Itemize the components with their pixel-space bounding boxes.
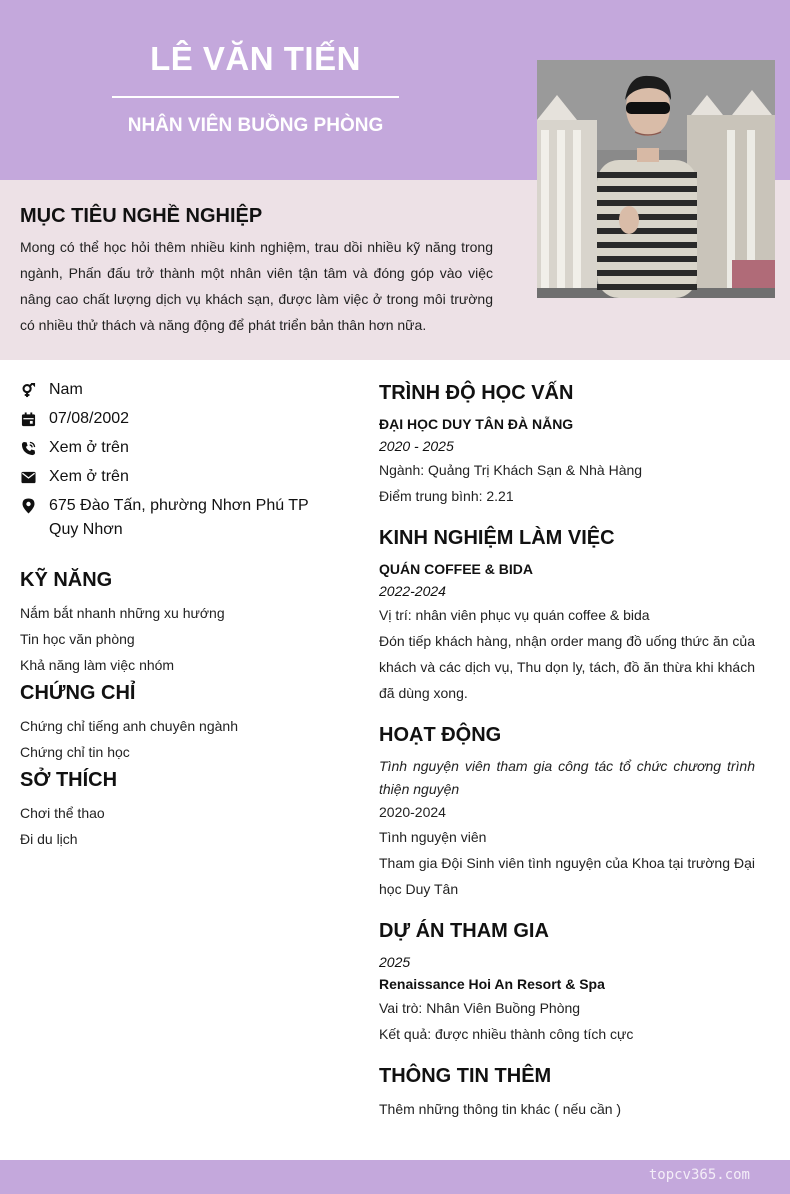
footer-brand: topcv365.com: [648, 1167, 750, 1183]
list-item: Chơi thể thao: [20, 805, 105, 821]
mail-icon: [20, 465, 36, 489]
candidate-name: LÊ VĂN TIẾN: [150, 40, 361, 77]
contact-gender: [20, 378, 340, 402]
right-column: [379, 382, 755, 1140]
experience-description: Đón tiếp khách hàng, nhận order mang đồ uống thức ăn của khách và các dịch vụ, Thu dọn ly, tách, đồ ăn thừa khi khách đã dùng xong.: [379, 633, 755, 701]
hobbies-list: [20, 800, 340, 852]
activities-section: [379, 724, 755, 902]
certificates-title: CHỨNG CHỈ: [20, 682, 136, 704]
left-column: [20, 563, 340, 852]
address-value: 675 Đào Tấn, phường Nhơn Phú TP Quy Nhơn: [49, 497, 309, 538]
contact-info: [20, 378, 340, 547]
education-title: TRÌNH ĐỘ HỌC VẤN: [379, 382, 574, 404]
education-section: [379, 382, 755, 509]
project-role: Vai trò: Nhân Viên Buồng Phòng: [379, 1000, 581, 1016]
gender-icon: [20, 378, 36, 402]
profile-photo: [537, 60, 775, 298]
school-name: ĐẠI HỌC DUY TÂN ĐÀ NẴNG: [379, 416, 574, 432]
list-item: Chứng chỉ tiếng anh chuyên ngành: [20, 718, 238, 734]
additional-section: [379, 1065, 755, 1122]
profile-photo-graphic: [537, 60, 775, 298]
objective-text: Mong có thể học hỏi thêm nhiều kinh nghiệm, trau dồi nhiều kỹ năng trong ngành, Phấn đấu trở thành một nhân viên tận tâm và đóng góp vào việc nâng cao chất lượng dịch vụ khách sạn, được làm việc ở trong môi trường có nhiều thử thách và năng động để phát triển bản thân hơn nữa.: [20, 239, 493, 333]
education-major: Ngành: Quảng Trị Khách Sạn & Nhà Hàng: [379, 462, 643, 478]
experience-position: Vị trí: nhân viên phục vụ quán coffee & bida: [379, 607, 650, 623]
list-item: Tin học văn phòng: [20, 631, 135, 647]
projects-title: DỰ ÁN THAM GIA: [379, 920, 549, 942]
phone-value: Xem ở trên: [49, 439, 129, 456]
location-pin-icon: [20, 494, 36, 518]
activity-name: Tình nguyện viên tham gia công tác tổ chức chương trình thiện nguyện: [379, 758, 755, 797]
email-value: Xem ở trên: [49, 468, 129, 485]
footer-band: [0, 1160, 790, 1194]
projects-section: [379, 920, 755, 1047]
gender-value: Nam: [49, 381, 83, 398]
experience-period: 2022-2024: [379, 583, 446, 599]
calendar-icon: [20, 407, 36, 431]
job-title: NHÂN VIÊN BUỒNG PHÒNG: [127, 115, 384, 136]
name-divider: [112, 96, 399, 98]
project-year: 2025: [379, 954, 411, 970]
additional-title: THÔNG TIN THÊM: [379, 1065, 552, 1087]
certificates-list: [20, 713, 340, 765]
contact-dob: [20, 407, 340, 431]
list-item: Nắm bắt nhanh những xu hướng: [20, 605, 225, 621]
experience-title: KINH NGHIỆM LÀM VIỆC: [379, 527, 615, 549]
project-name: Renaissance Hoi An Resort & Spa: [379, 976, 605, 992]
skills-title: KỸ NĂNG: [20, 569, 113, 591]
dob-value: 07/08/2002: [49, 410, 130, 427]
list-item: Chứng chỉ tin học: [20, 744, 130, 760]
activities-title: HOẠT ĐỘNG: [379, 724, 502, 746]
contact-email: [20, 465, 340, 489]
skills-list: [20, 600, 340, 678]
activity-description: Tham gia Đội Sinh viên tình nguyện của Khoa tại trường Đại học Duy Tân: [379, 855, 755, 897]
company-name: QUÁN COFFEE & BIDA: [379, 561, 533, 577]
list-item: Đi du lịch: [20, 831, 78, 847]
additional-text: Thêm những thông tin khác ( nếu cần ): [379, 1101, 622, 1117]
activity-role: Tình nguyện viên: [379, 829, 487, 845]
hobbies-title: SỞ THÍCH: [20, 769, 118, 791]
activity-period: 2020-2024: [379, 804, 446, 820]
contact-phone: [20, 436, 340, 460]
education-gpa: Điểm trung bình: 2.21: [379, 488, 514, 504]
project-result: Kết quả: được nhiều thành công tích cực: [379, 1026, 634, 1042]
contact-address: [20, 494, 340, 542]
phone-icon: [20, 436, 36, 460]
list-item: Khả năng làm việc nhóm: [20, 657, 175, 673]
education-period: 2020 - 2025: [379, 438, 454, 454]
objective-title: MỤC TIÊU NGHỀ NGHIỆP: [20, 205, 263, 227]
experience-section: [379, 527, 755, 706]
